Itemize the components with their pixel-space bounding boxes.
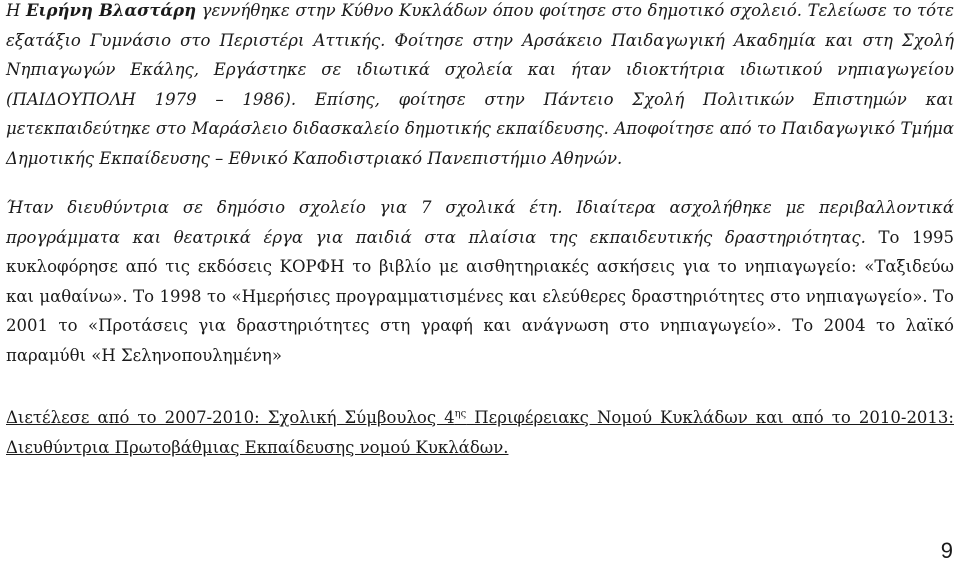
author-name: Ειρήνη Βλαστάρη xyxy=(25,1,197,20)
paragraph1-studies: Επίσης, φοίτησε στην Πάντειο Σχολή Πολιτικών Επιστημών και μετεκπαιδεύτηκε στο Μαράσλειο διδασκαλείο δημοτικής εκπαίδευσης. Αποφοίτησε από το Παιδαγωγικό Τμήμα Δημοτικής Εκπαίδευσης – Εθνικό Καποδιστριακό Πανεπιστήμιο Αθηνών. xyxy=(6,89,955,168)
paragraph3-post: Περιφέρειακς Νομού Κυκλάδων και από το 2010-2013: Διευθύντρια Πρωτοβάθμιας Εκπαίδευσης νομού Κυκλάδων. xyxy=(6,408,954,457)
ordinal-superscript: ης xyxy=(454,408,467,420)
paragraph2-director: Ήταν διευθύντρια σε δημόσιο σχολείο για 7 σχολικά έτη. Ιδιαίτερα ασχολήθηκε με περιβαλλοντικά προγράμματα και θεατρικά έργα για παιδιά στα πλαίσια της εκπαιδευτικής δραστηριότητας. xyxy=(6,198,954,247)
paragraph3-pre: Διετέλεσε από το 2007-2010: Σχολική Σύμβουλος 4 xyxy=(6,408,455,427)
paragraph1-intro-post: γεννήθηκε στην Κύθνο Κυκλάδων όπου φοίτησε στο δημοτικό σχολειό. Τελείωσε το τότε εξατάξιο Γυμνάσιο στο Περιστέρι Αττικής. Φοίτησε στην Αρσάκειο Παιδαγωγική Ακαδημία και στη Σχολή Νηπιαγωγών Εκάλης, Εργάστηκε σε ιδιωτικά σχολεία και ήταν ιδιοκτήτρια ιδιωτικού νηπιαγωγείου (ΠΑΙΔΟΥΠΟΛΗ 1979 – 1986). xyxy=(6,1,954,109)
paragraph2-books: Το 1995 κυκλοφόρησε από τις εκδόσεις ΚΟΡΦΗ το βιβλίο με αισθητηριακές ασκήσεις για το νηπιαγωγείο: «Ταξιδεύω και μαθαίνω». Το 1998 το «Ημερήσιες προγραμματισμένες και ελεύθερες δραστηριότητες στο νηπιαγωγείο». Το 2001 το «Προτάσεις για δραστηριότητες στη γραφή και ανάγνωση στο νηπιαγωγείο». Το 2004 το λαϊκό παραμύθι «Η Σεληνοπουλημένη» xyxy=(6,227,954,365)
paragraph-education xyxy=(6,0,954,173)
page-number: 9 xyxy=(940,538,953,563)
paragraph-positions xyxy=(6,403,954,462)
paragraph-career xyxy=(6,193,954,370)
paragraph1-intro-pre: Η xyxy=(6,1,26,20)
